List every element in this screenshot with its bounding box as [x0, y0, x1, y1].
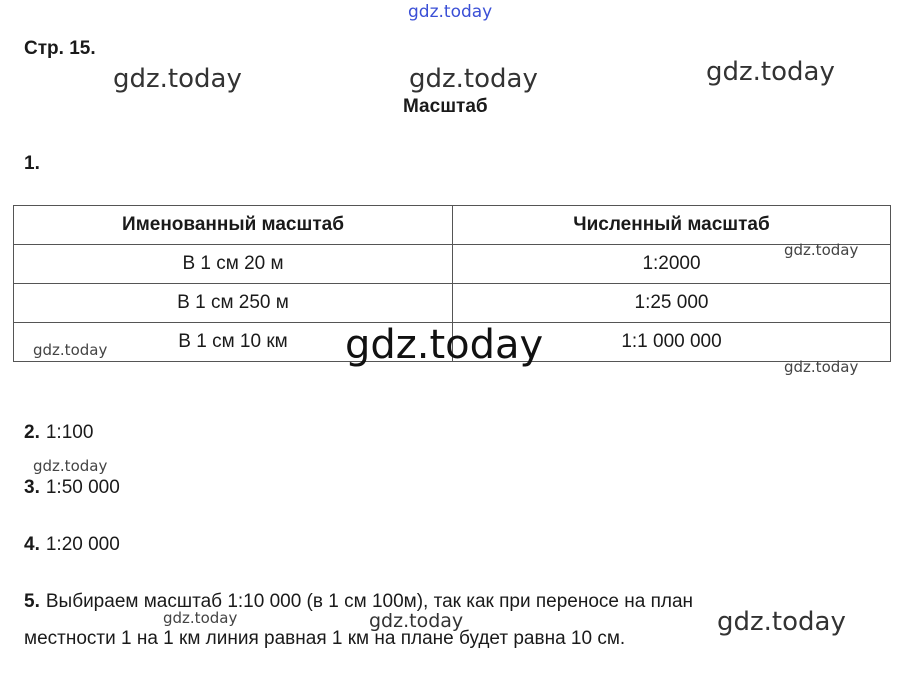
answer-2	[24, 422, 93, 444]
named-scale-cell: В 1 см 10 км	[14, 323, 453, 362]
answer-number: 5.	[24, 591, 40, 612]
answer-text: 1:20 000	[45, 534, 120, 555]
named-scale-cell: В 1 см 250 м	[14, 284, 453, 323]
table-header-row	[14, 206, 891, 245]
page-reference: Стр. 15.	[24, 38, 96, 59]
answer-5-line-1	[24, 591, 693, 613]
answer-3	[24, 477, 120, 499]
watermark: gdz.today	[33, 341, 108, 359]
column-header-numeric-scale: Численный масштаб	[453, 206, 891, 245]
watermark-center: gdz.today	[345, 322, 544, 368]
watermark-top: gdz.today	[408, 2, 493, 22]
numeric-scale-cell: 1:2000	[453, 245, 891, 284]
watermark: gdz.today	[409, 64, 538, 94]
page-heading: Масштаб	[403, 96, 488, 117]
watermark: gdz.today	[369, 610, 464, 632]
answer-text: 1:100	[45, 422, 94, 443]
table-row	[14, 245, 891, 284]
table-row	[14, 284, 891, 323]
answer-5-line-2: местности 1 на 1 км линия равная 1 км на плане будет равна 10 см.	[24, 628, 626, 649]
watermark: gdz.today	[706, 57, 835, 87]
watermark: gdz.today	[113, 64, 242, 94]
answer-4	[24, 534, 120, 556]
named-scale-cell: В 1 см 20 м	[14, 245, 453, 284]
watermark: gdz.today	[33, 457, 108, 475]
answer-number: 3.	[24, 477, 40, 498]
watermark: gdz.today	[784, 358, 859, 376]
numeric-scale-cell: 1:1 000 000	[453, 323, 891, 362]
answer-number: 4.	[24, 534, 40, 555]
watermark: gdz.today	[163, 609, 238, 627]
column-header-named-scale: Именованный масштаб	[14, 206, 453, 245]
answer-number: 2.	[24, 422, 40, 443]
task-1-number: 1.	[24, 153, 40, 174]
answer-text: Выбираем масштаб 1:10 000 (в 1 см 100м), так как при переносе на план	[45, 591, 694, 612]
watermark: gdz.today	[717, 607, 846, 637]
answer-text: 1:50 000	[45, 477, 120, 498]
watermark: gdz.today	[784, 241, 859, 259]
numeric-scale-cell: 1:25 000	[453, 284, 891, 323]
